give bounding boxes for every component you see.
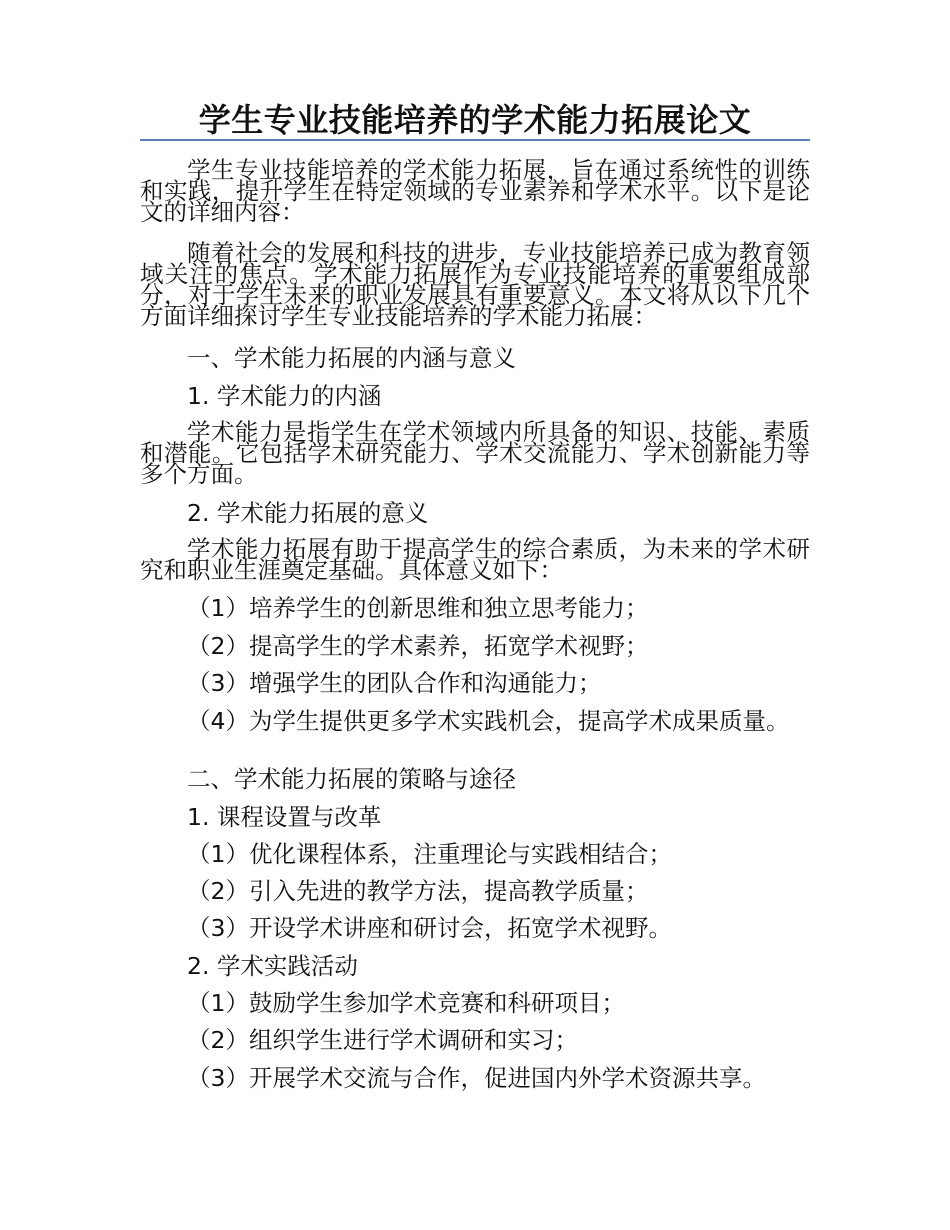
section2-sub1-item-2: （2）引入先进的教学方法，提高教学质量； (187, 877, 649, 905)
section1-sub2-heading: 2. 学术能力拓展的意义 (187, 499, 429, 527)
section1-sub2-item-1: （1）培养学生的创新思维和独立思考能力； (187, 594, 649, 622)
section1-heading: 一、学术能力拓展的内涵与意义 (187, 344, 516, 372)
section2-sub2-heading: 2. 学术实践活动 (187, 952, 358, 980)
intro-paragraph: 学生专业技能培养的学术能力拓展，旨在通过系统性的训练和实践，提升学生在特定领域的专业素养和学术水平。以下是论文的详细内容： (140, 156, 810, 226)
section2-heading: 二、学术能力拓展的策略与途径 (187, 765, 516, 793)
section2-sub2-item-1: （1）鼓励学生参加学术竞赛和科研项目； (187, 989, 625, 1017)
section1-sub2-item-3: （3）增强学生的团队合作和沟通能力； (187, 669, 602, 697)
section1-sub2-text: 学术能力拓展有助于提高学生的综合素质，为未来的学术研究和职业生涯奠定基础。具体意义如下： (140, 535, 810, 584)
title-underline (140, 139, 810, 141)
section1-sub2-item-2: （2）提高学生的学术素养，拓宽学术视野； (187, 632, 649, 660)
section2-sub2-item-2: （2）组织学生进行学术调研和实习； (187, 1026, 578, 1054)
section2-sub2-item-3: （3）开展学术交流与合作，促进国内外学术资源共享。 (187, 1064, 766, 1092)
section2-sub1-item-3: （3）开设学术讲座和研讨会，拓宽学术视野。 (187, 914, 672, 942)
background-paragraph: 随着社会的发展和科技的进步，专业技能培养已成为教育领域关注的焦点。学术能力拓展作为专业技能培养的重要组成部分，对于学生未来的职业发展具有重要意义。本文将从以下几个方面详细探讨学生专业技能培养的学术能力拓展： (140, 239, 810, 330)
document-title: 学生专业技能培养的学术能力拓展论文 (198, 101, 752, 139)
section1-sub1-text: 学术能力是指学生在学术领域内所具备的知识、技能、素质和潜能。它包括学术研究能力、学术交流能力、学术创新能力等多个方面。 (140, 418, 810, 488)
section1-sub2-item-4: （4）为学生提供更多学术实践机会，提高学术成果质量。 (187, 707, 790, 735)
section2-sub1-heading: 1. 课程设置与改革 (187, 803, 382, 831)
section1-sub1-heading: 1. 学术能力的内涵 (187, 382, 382, 410)
section2-sub1-item-1: （1）优化课程体系，注重理论与实践相结合； (187, 840, 672, 868)
